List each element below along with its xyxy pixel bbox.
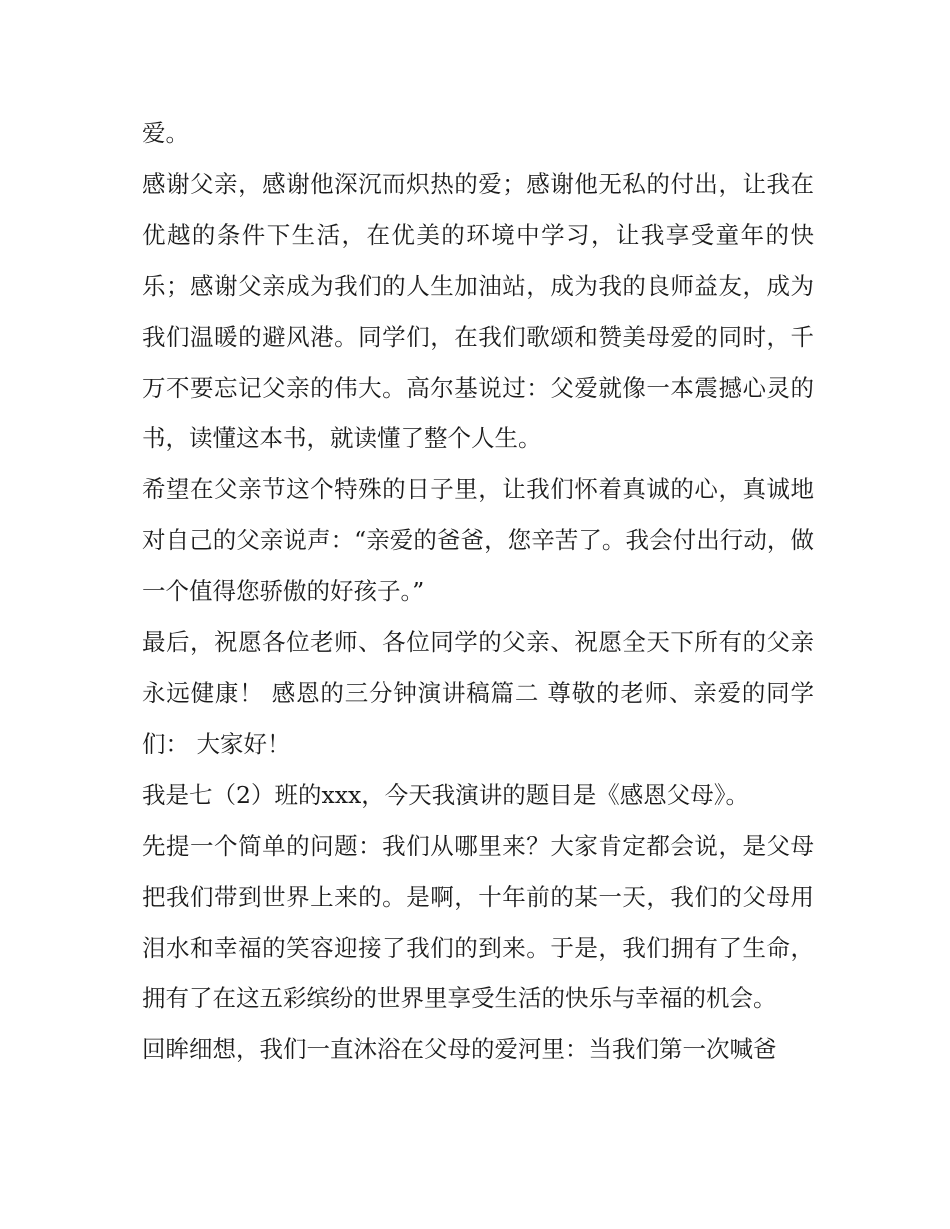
- paragraph: 感谢父亲，感谢他深沉而炽热的爱；感谢他无私的付出，让我在优越的条件下生活，在优美的环境中学习，让我享受童年的快乐；感谢父亲成为我们的人生加油站，成为我的良师益友，成为我们温暖的避风港。同学们，在我们歌颂和赞美母爱的同时，千万不要忘记父亲的伟大。高尔基说过：父爱就像一本震撼心灵的书，读懂这本书，就读懂了整个人生。: [142, 169, 814, 453]
- paragraph: 我是七（2）班的xxx，今天我演讲的题目是《感恩父母》。: [142, 780, 749, 809]
- paragraph: 最后，祝愿各位老师、各位同学的父亲、祝愿全天下所有的父亲永远健康！ 感恩的三分钟演讲稿篇二 尊敬的老师、亲爱的同学们： 大家好！: [142, 628, 814, 758]
- paragraph: 爱。: [142, 119, 189, 147]
- paragraph: 回眸细想，我们一直沐浴在父母的爱河里：当我们第一次喊爸: [142, 1035, 777, 1064]
- paragraph: 希望在父亲节这个特殊的日子里，让我们怀着真诚的心，真诚地对自己的父亲说声：“亲爱的爸爸，您辛苦了。我会付出行动，做一个值得您骄傲的好孩子。”: [142, 475, 814, 606]
- body-text: [142, 108, 814, 1075]
- paragraph: 先提一个简单的问题：我们从哪里来？大家肯定都会说，是父母把我们带到世界上来的。是啊，十年前的某一天，我们的父母用泪水和幸福的笑容迎接了我们的到来。于是，我们拥有了生命，拥有了在这五彩缤纷的世界里享受生活的快乐与幸福的机会。: [142, 831, 814, 1013]
